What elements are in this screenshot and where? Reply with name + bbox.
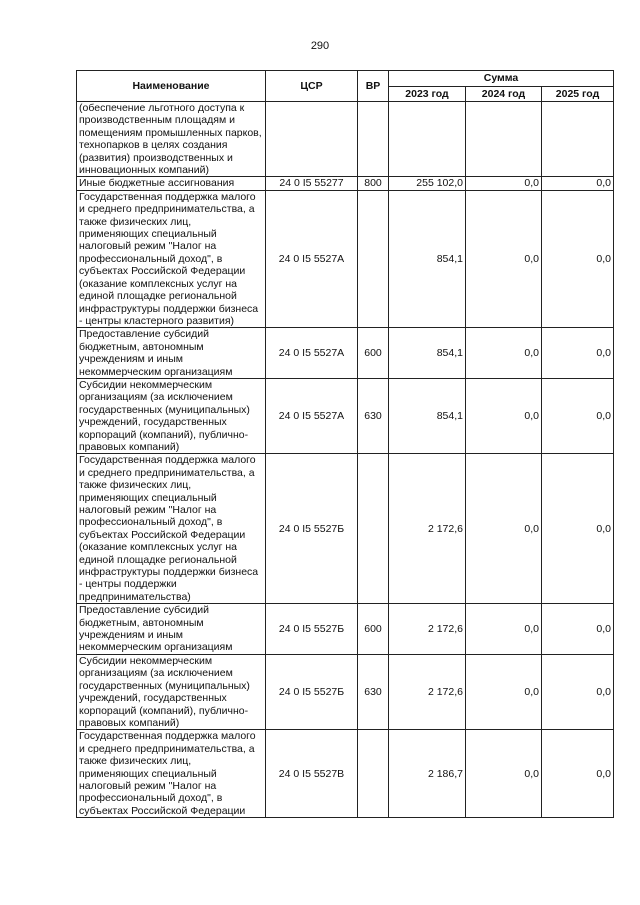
row-2023 [389, 102, 466, 177]
row-name: Иные бюджетные ассигнования [77, 177, 266, 190]
row-csr: 24 0 I5 5527В [266, 730, 358, 818]
row-2025: 0,0 [542, 328, 614, 379]
header-2023: 2023 год [389, 86, 466, 102]
header-2025: 2025 год [542, 86, 614, 102]
row-vr: 600 [358, 328, 389, 379]
row-vr: 630 [358, 378, 389, 453]
row-vr [358, 730, 389, 818]
row-csr: 24 0 I5 5527Б [266, 604, 358, 655]
row-vr: 630 [358, 654, 389, 729]
row-csr: 24 0 I5 5527Б [266, 654, 358, 729]
table-row [77, 102, 614, 177]
row-csr: 24 0 I5 5527А [266, 190, 358, 327]
table-row [77, 454, 614, 604]
row-name: Предоставление субсидий бюджетным, автономным учреждениям и иным некоммерческим организациям [77, 328, 266, 379]
header-2024: 2024 год [466, 86, 542, 102]
table-row [77, 177, 614, 190]
table-row [77, 730, 614, 818]
row-2025 [542, 102, 614, 177]
row-2024: 0,0 [466, 730, 542, 818]
budget-table [76, 70, 614, 818]
row-2023: 2 172,6 [389, 654, 466, 729]
row-name: Государственная поддержка малого и среднего предпринимательства, а также физических лиц, применяющих специальный налоговый режим "Налог на профессиональный доход", в субъектах Российской Федерации [77, 730, 266, 818]
row-vr [358, 102, 389, 177]
row-2023: 2 186,7 [389, 730, 466, 818]
row-2023: 255 102,0 [389, 177, 466, 190]
page-number: 290 [310, 40, 330, 52]
row-2024: 0,0 [466, 190, 542, 327]
header-csr: ЦСР [266, 71, 358, 102]
row-2023: 2 172,6 [389, 454, 466, 604]
row-2024: 0,0 [466, 177, 542, 190]
row-name: Предоставление субсидий бюджетным, автономным учреждениям и иным некоммерческим организациям [77, 604, 266, 655]
row-2024: 0,0 [466, 328, 542, 379]
row-csr: 24 0 I5 5527А [266, 378, 358, 453]
row-name: Субсидии некоммерческим организациям (за исключением государственных (муниципальных) учреждений, государственных корпораций (компаний), публично-правовых компаний) [77, 378, 266, 453]
table-row [77, 378, 614, 453]
row-csr: 24 0 I5 5527А [266, 328, 358, 379]
table-row [77, 604, 614, 655]
row-name: Государственная поддержка малого и среднего предпринимательства, а также физических лиц, применяющих специальный налоговый режим "Налог на профессиональный доход", в субъектах Российской Федерации (оказание комплексных услуг на единой площадке региональной инфраструктуры поддержки бизнеса - центры кластерного развития) [77, 190, 266, 327]
row-2024: 0,0 [466, 604, 542, 655]
row-name: (обеспечение льготного доступа к производственным площадям и помещениям промышленных парков, технопарков в целях создания (развития) производственных и инновационных компаний) [77, 102, 266, 177]
row-2023: 854,1 [389, 328, 466, 379]
row-vr: 600 [358, 604, 389, 655]
table-row [77, 190, 614, 327]
row-2025: 0,0 [542, 654, 614, 729]
row-2024: 0,0 [466, 654, 542, 729]
row-2023: 854,1 [389, 190, 466, 327]
row-2025: 0,0 [542, 378, 614, 453]
header-name: Наименование [77, 71, 266, 102]
row-2025: 0,0 [542, 454, 614, 604]
row-2025: 0,0 [542, 177, 614, 190]
row-name: Субсидии некоммерческим организациям (за исключением государственных (муниципальных) учреждений, государственных корпораций (компаний), публично-правовых компаний) [77, 654, 266, 729]
row-csr [266, 102, 358, 177]
row-2024: 0,0 [466, 378, 542, 453]
header-vr: ВР [358, 71, 389, 102]
table-row [77, 654, 614, 729]
row-csr: 24 0 I5 55277 [266, 177, 358, 190]
row-2023: 854,1 [389, 378, 466, 453]
row-vr [358, 454, 389, 604]
row-2025: 0,0 [542, 190, 614, 327]
row-vr [358, 190, 389, 327]
row-name: Государственная поддержка малого и среднего предпринимательства, а также физических лиц, применяющих специальный налоговый режим "Налог на профессиональный доход", в субъектах Российской Федерации (оказание комплексных услуг на единой площадке региональной инфраструктуры поддержки бизнеса - центры поддержки предпринимательства) [77, 454, 266, 604]
row-vr: 800 [358, 177, 389, 190]
row-2024: 0,0 [466, 454, 542, 604]
row-2025: 0,0 [542, 604, 614, 655]
row-csr: 24 0 I5 5527Б [266, 454, 358, 604]
header-sum: Сумма [389, 71, 614, 87]
row-2025: 0,0 [542, 730, 614, 818]
header-row [77, 71, 614, 87]
table-row [77, 328, 614, 379]
row-2023: 2 172,6 [389, 604, 466, 655]
row-2024 [466, 102, 542, 177]
